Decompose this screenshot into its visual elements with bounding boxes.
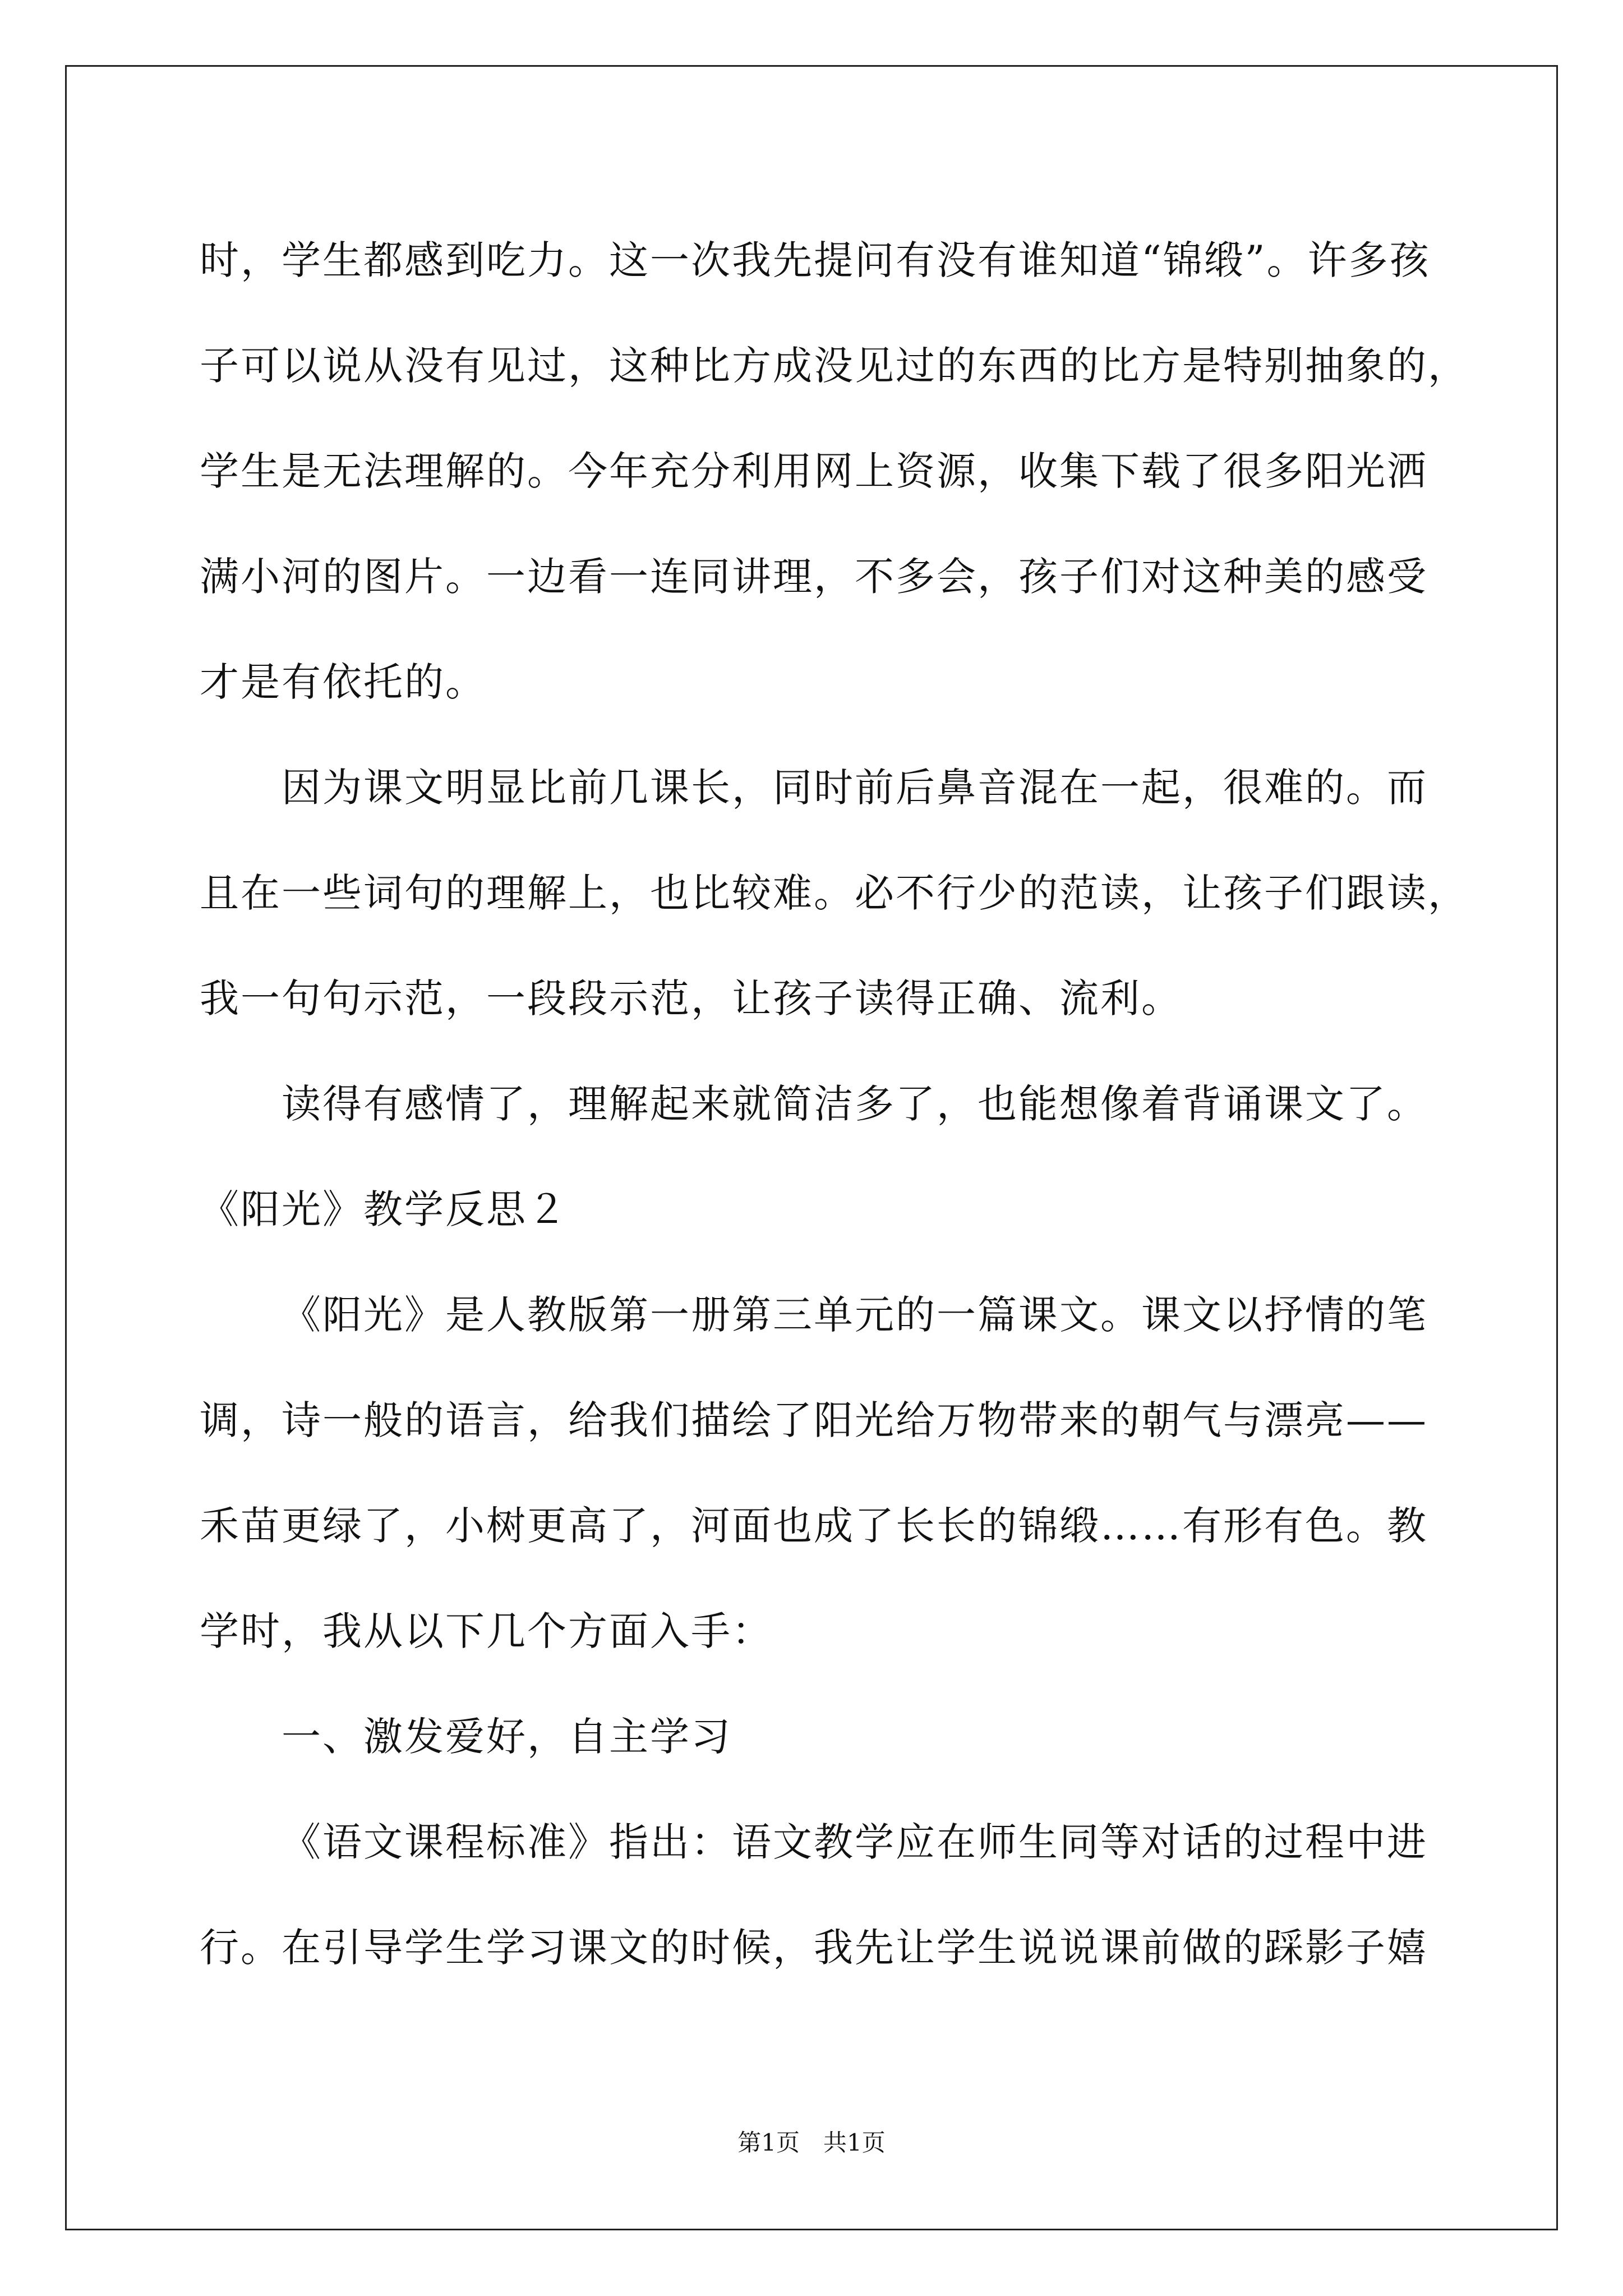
text-line: 才是有依托的。	[200, 659, 486, 705]
text-line: 学时，我从以下几个方面入手：	[200, 1608, 773, 1654]
text-line: 因为课文明显比前几课长，同时前后鼻音混在一起，很难的。而	[282, 765, 1428, 811]
text-line: 子可以说从没有见过，这种比方成没见过的东西的比方是特别抽象的，	[200, 343, 1469, 389]
text-line: 禾苗更绿了，小树更高了，河面也成了长长的锦缎……有形有色。教	[200, 1503, 1428, 1549]
page-number-current: 第1页	[737, 2129, 800, 2156]
text-line: 满小河的图片。一边看一连同讲理，不多会，孩子们对这种美的感受	[200, 554, 1428, 600]
section-title: 《阳光》教学反思２	[200, 1186, 568, 1232]
page-number-total: 共1页	[823, 2129, 886, 2156]
text-line: 行。在引导学生学习课文的时候，我先让学生说说课前做的踩影子嬉	[200, 1925, 1428, 1971]
text-line: 我一句句示范，一段段示范，让孩子读得正确、流利。	[200, 976, 1182, 1022]
text-line: 时，学生都感到吃力。这一次我先提问有没有谁知道“锦缎”。许多孩	[200, 237, 1431, 283]
text-line: 读得有感情了，理解起来就简洁多了，也能想像着背诵课文了。	[282, 1081, 1428, 1127]
text-line: 且在一些词句的理解上，也比较难。必不行少的范读，让孩子们跟读，	[200, 870, 1469, 916]
text-line: 《语文课程标准》指出：语文教学应在师生同等对话的过程中进	[282, 1819, 1428, 1865]
text-line: 《阳光》是人教版第一册第三单元的一篇课文。课文以抒情的笔	[282, 1292, 1428, 1338]
page-footer	[0, 2126, 1623, 2160]
subheading: 一、激发爱好，自主学习	[282, 1714, 732, 1760]
document-body	[200, 208, 1469, 2000]
text-line: 学生是无法理解的。今年充分利用网上资源，收集下载了很多阳光洒	[200, 448, 1428, 494]
text-line: 调，诗一般的语言，给我们描绘了阳光给万物带来的朝气与漂亮——	[200, 1397, 1428, 1443]
